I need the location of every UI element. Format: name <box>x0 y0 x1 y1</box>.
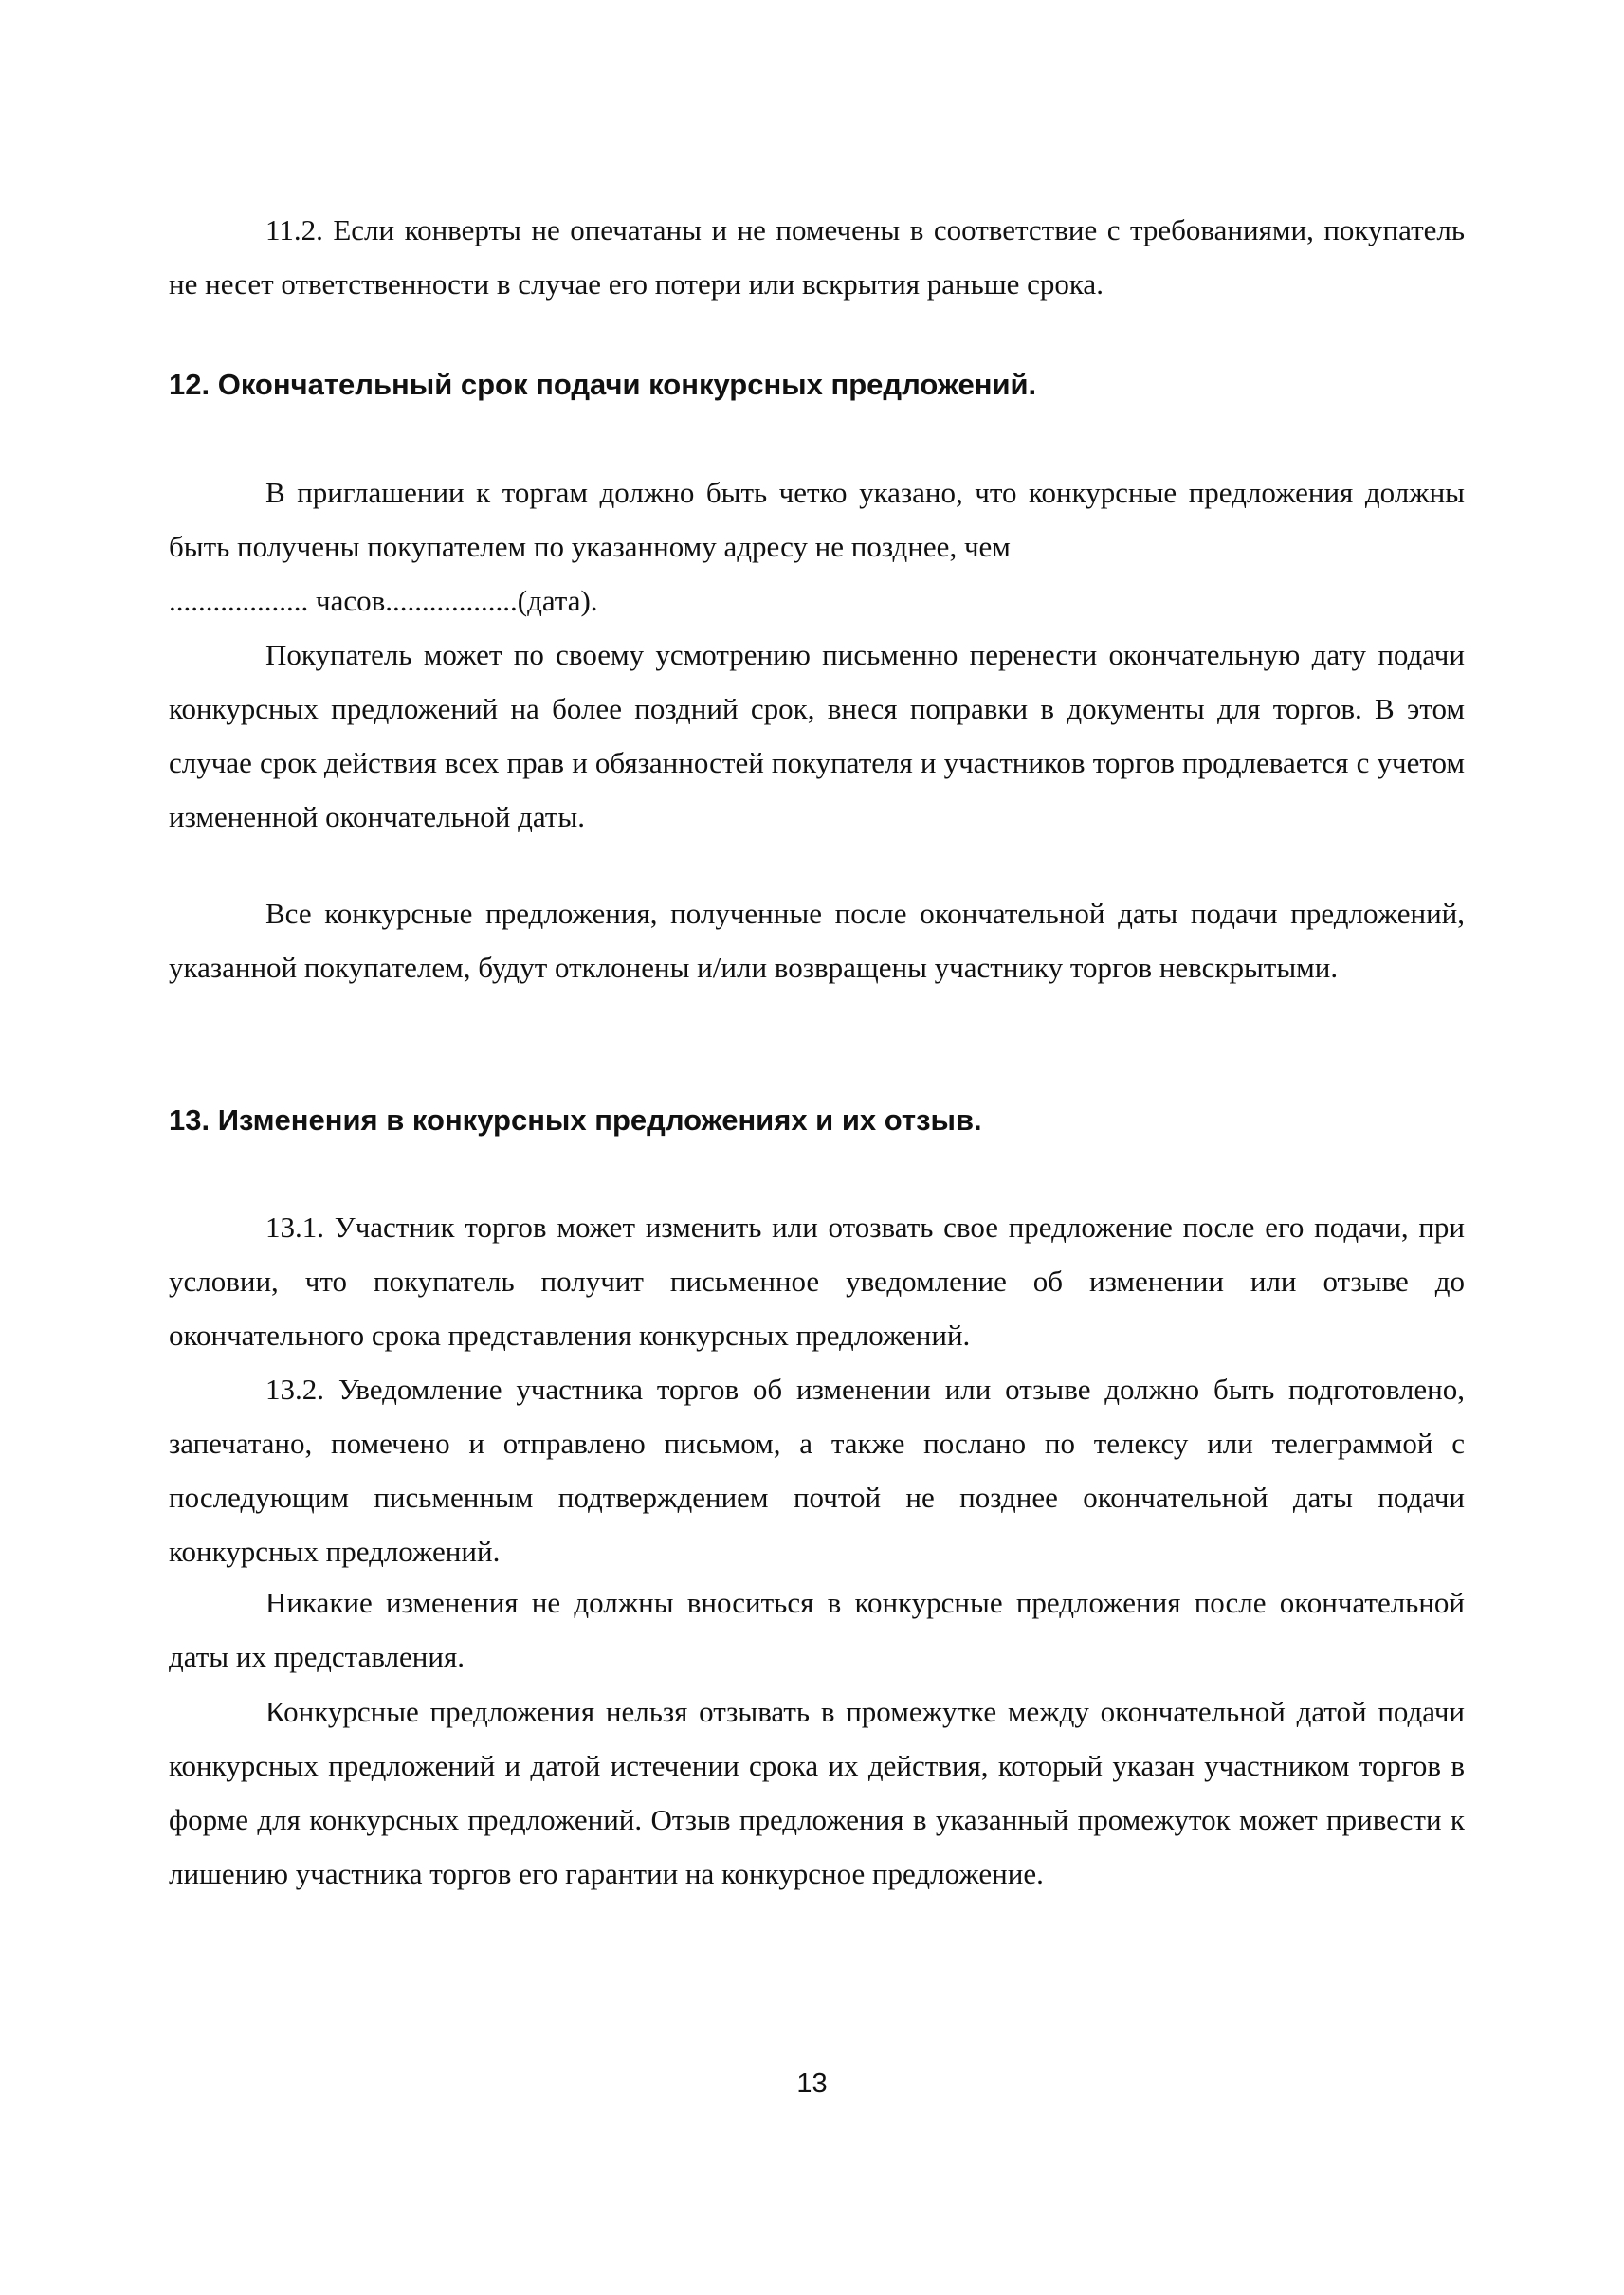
paragraph-13-2: 13.2. Уведомление участника торгов об изменении или отзыве должно быть подготовлено, запечатано, помечено и отправлено письмом, а также послано по телексу или телеграммой с последующим письменным подтверждением почтой не позднее окончательной даты подачи конкурсных предложений. <box>169 1373 1465 1568</box>
paragraph-12-3: Все конкурсные предложения, полученные после окончательной даты подачи предложений, указанной покупателем, будут отклонены и/или возвращены участнику торгов невскрытыми. <box>169 897 1465 984</box>
page-number: 13 <box>796 2068 828 2099</box>
paragraph-12-1-blank-line: ................... часов..................(дата). <box>169 584 598 617</box>
section-heading-13: 13. Изменения в конкурсных предложениях и их отзыв. <box>169 1103 982 1137</box>
section-heading-12: 12. Окончательный срок подачи конкурсных предложений. <box>169 368 1037 401</box>
paragraph-12-2: Покупатель может по своему усмотрению письменно перенести окончательную дату подачи конкурсных предложений на более поздний срок, внеся поправки в документы для торгов. В этом случае срок действия всех прав и обязанностей покупателя и участников торгов продлевается с учетом измененной окончательной даты. <box>169 638 1465 833</box>
paragraph-13-1: 13.1. Участник торгов может изменить или отозвать свое предложение после его подачи, при условии, что покупатель получит письменное уведомление об изменении или отзыве до окончательного срока представления конкурсных предложений. <box>169 1211 1465 1352</box>
paragraph-13-3: Никакие изменения не должны вноситься в конкурсные предложения после окончательной даты их представления. <box>169 1586 1465 1673</box>
paragraph-13-4: Конкурсные предложения нельзя отзывать в промежутке между окончательной датой подачи конкурсных предложений и датой истечении срока их действия, который указан участником торгов в форме для конкурсных предложений. Отзыв предложения в указанный промежуток может привести к лишению участника торгов его гарантии на конкурсное предложение. <box>169 1695 1465 1890</box>
paragraph-11-2: 11.2. Если конверты не опечатаны и не помечены в соответствие с требованиями, покупатель не несет ответственности в случае его потери или вскрытия раньше срока. <box>169 213 1465 301</box>
paragraph-12-1: В приглашении к торгам должно быть четко указано, что конкурсные предложения должны быть получены покупателем по указанному адресу не позднее, чем <box>169 476 1465 563</box>
